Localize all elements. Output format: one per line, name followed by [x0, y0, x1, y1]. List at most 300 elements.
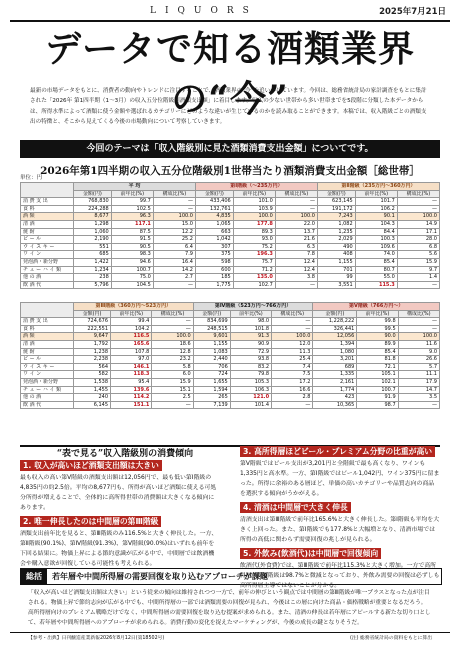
table-cell: — — [275, 281, 317, 289]
table-row — [21, 325, 440, 333]
table-cell: 1,234 — [74, 266, 112, 274]
table-cell: 100.7 — [111, 266, 153, 274]
point-5-heading: 5. 外飲み(飲酒代)は中間層で回復傾向 — [240, 548, 381, 559]
row-label: 飲 酒 代 — [21, 281, 74, 289]
table-cell: 90.9 — [230, 340, 271, 348]
table-cell: 101.7 — [355, 198, 397, 206]
table-cell: 1,538 — [74, 378, 111, 386]
table-cell: 132,761 — [195, 205, 233, 213]
table-cell: — — [272, 401, 313, 409]
row-label: 消 費 支 出 — [21, 198, 74, 206]
point-4 — [240, 502, 440, 545]
table-cell: 9,647 — [74, 333, 111, 341]
table-cell: 151.1 — [111, 401, 152, 409]
point-2-heading: 2. 唯一伸長したのは中間層の第Ⅲ階級 — [20, 516, 161, 527]
point-2-body: 酒類支出前年比を見ると、第Ⅲ階級のみ116.5%と大きく伸長した。一方、第Ⅱ階級(90.1%)、第Ⅳ階級(91.3%)、第Ⅴ階級(90.0%)はいずれも前年を下回る結果に。物価上昇による節約意識が広がる中で、中間層では飲酒機会や購入意欲が回復している可能性も考えられる。 — [20, 531, 218, 567]
row-label: 酒 類 — [21, 333, 74, 341]
row-label: ワ イ ン — [21, 371, 74, 379]
table-cell: 326,441 — [313, 325, 357, 333]
table-cell: 18.6 — [152, 340, 193, 348]
table-cell: 90.1 — [355, 213, 397, 221]
row-label: 飲 酒 代 — [21, 401, 74, 409]
table-cell: 101.8 — [230, 325, 271, 333]
column-header: 前年比(%) — [357, 310, 398, 318]
table-cell: 55.0 — [355, 274, 397, 282]
table-row — [21, 251, 440, 259]
table-cell: 3,201 — [313, 356, 357, 364]
table-cell: 490 — [317, 243, 355, 251]
theme-bar: 今回のテーマは「収入階級別に見た酒類消費支出金額」についてです。 — [20, 140, 440, 158]
table-cell: 1,155 — [193, 340, 230, 348]
summary-body: 「収入が高いほど酒類支出額は大きい」という従来の傾向は維持されつつ一方で、前年の伸びという観点では中間層の第Ⅲ階級が唯一プラスとなった点が注目される。物価上昇で節約志向が広がる中でも、中間所得層の一部では酒類需要の回復が見られ、今後はこの層に向けた商品・価格戦略が重要となるだろう。高所得層向けのプレミアム戦略だけでなく、中間所得層の需要回復を取り込む提案が求められる。また、清酒の伸長は若年層にアピールする新たな切り口として、若年層や中間所得層へのアプローチが求められる。消費行動の変化を捉えたマーケティングが、今後の成長の鍵となりそうだ。 — [28, 590, 431, 626]
table-cell: 105.1 — [357, 371, 398, 379]
table-row — [21, 236, 440, 244]
table-cell: 6.0 — [152, 371, 193, 379]
table-cell: 1,655 — [193, 378, 230, 386]
table-cell: 80.7 — [355, 266, 397, 274]
corner-cell — [21, 183, 74, 198]
lead-paragraph: 最新の市場データをもとに、消費者の動向やトレンドに注目することで、酒類業界の“今”を追いかけています。今回は、総務省統計局の家計調査をもとに集計された「2026年 第1四半期（1〜3月）の収入五分位階級別酒類支出額」に着目します。収入の少ない世帯から多い世帯までを5段階に分類した本データからは、所得水準によって酒類に使う金額や選ばれるカテゴリーにどのような違いが生じているのかを読み取ることができます。本稿では、収入階級ごとの酒類支出の特徴と、そこから見えてくる今後の市場動向について考察していきます。 — [30, 88, 427, 126]
table-row — [21, 401, 440, 409]
table-cell: 1,455 — [74, 386, 111, 394]
table-cell: 75.0 — [111, 274, 153, 282]
table-row — [21, 205, 440, 213]
table-cell: — — [397, 281, 439, 289]
table-cell: 15.0 — [153, 220, 195, 228]
unit-label: 単位：円 — [20, 175, 43, 181]
table-cell: — — [397, 198, 439, 206]
table-row — [21, 228, 440, 236]
table-cell: 265 — [193, 394, 230, 402]
table-cell: — — [152, 318, 193, 326]
table-cell: 5.7 — [398, 363, 439, 371]
table-cell: 1,394 — [313, 340, 357, 348]
column-header: 構成比(%) — [153, 190, 195, 198]
row-label: ウ イ ス キ ー — [21, 243, 74, 251]
row-label: ウ イ ス キ ー — [21, 363, 74, 371]
summary-bar — [20, 568, 442, 585]
row-label: ビ ー ル — [21, 356, 74, 364]
table-cell: 25.2 — [153, 236, 195, 244]
table-cell: 1,228,222 — [313, 318, 357, 326]
table-cell: 75.2 — [233, 243, 275, 251]
table-cell: 99 — [317, 274, 355, 282]
table-cell: 100.0 — [233, 213, 275, 221]
table-cell: 689 — [313, 363, 357, 371]
table-cell: 1,083 — [193, 348, 230, 356]
table-cell: 10,365 — [313, 401, 357, 409]
table-cell: 7,139 — [193, 401, 230, 409]
table-cell: 1,155 — [317, 258, 355, 266]
row-label: 食 料 — [21, 325, 74, 333]
table-row — [21, 394, 440, 402]
table-row — [21, 318, 440, 326]
table-row — [21, 363, 440, 371]
table-cell: 99.8 — [357, 318, 398, 326]
table-cell: — — [275, 205, 317, 213]
column-header: 構成比(%) — [152, 310, 193, 318]
column-header: 構成比(%) — [272, 310, 313, 318]
table-cell: 1,060 — [74, 228, 112, 236]
table-cell: 238 — [74, 274, 112, 282]
corner-cell — [21, 303, 74, 318]
table-cell: — — [275, 198, 317, 206]
table-cell: 1,082 — [317, 220, 355, 228]
table-cell: 97.0 — [111, 356, 152, 364]
table-title: 2026年第1四半期の収入五分位階級別1世帯当たり酒類消費支出金額［総世帯］ — [40, 165, 420, 177]
table-cell: 408 — [317, 251, 355, 259]
table-cell: 582 — [74, 371, 111, 379]
table-cell: 7.4 — [272, 363, 313, 371]
summary-title: 若年層や中間所得層の需要回復を取り込むアプローチが課題 — [52, 572, 268, 581]
table-cell: 1,235 — [317, 228, 355, 236]
table-row — [21, 220, 440, 228]
table-cell: 3.8 — [275, 274, 317, 282]
footer-note: (注) 総務省統計局の資料をもとに算出 — [349, 636, 432, 641]
table-cell: 99.5 — [357, 325, 398, 333]
row-label: 消 費 支 出 — [21, 318, 74, 326]
table-cell: 75.7 — [233, 258, 275, 266]
table-cell: 100.0 — [272, 333, 313, 341]
table-cell: 100.3 — [355, 236, 397, 244]
table-cell: 100.0 — [275, 213, 317, 221]
table-cell: — — [398, 318, 439, 326]
table-row — [21, 348, 440, 356]
table-cell: 90.5 — [111, 243, 153, 251]
table-cell: 93.8 — [230, 356, 271, 364]
row-label: チ ュ ー ハ イ 類 — [21, 386, 74, 394]
table-cell: 23.2 — [152, 356, 193, 364]
group-header: 平 均 — [74, 183, 196, 191]
table-cell: 84.4 — [355, 228, 397, 236]
table-cell: 85.4 — [357, 348, 398, 356]
table-cell: 89.9 — [357, 340, 398, 348]
brand-name: LIQUORS — [150, 6, 258, 16]
table-cell: 13.7 — [275, 228, 317, 236]
column-header: 前年比(%) — [355, 190, 397, 198]
table-cell: 2,190 — [74, 236, 112, 244]
table-cell: 2.5 — [152, 394, 193, 402]
table-row — [21, 378, 440, 386]
table-cell: 1,774 — [313, 386, 357, 394]
column-header: 金額(円) — [195, 190, 233, 198]
table-cell: 106.3 — [230, 386, 271, 394]
table-cell: 724,676 — [74, 318, 111, 326]
table-cell: — — [272, 318, 313, 326]
table-cell: 102.1 — [357, 378, 398, 386]
issue-date: 2025年7月21日 — [379, 7, 446, 17]
column-header: 前年比(%) — [230, 310, 271, 318]
table-cell: 104.5 — [111, 281, 153, 289]
table-cell: 191,172 — [317, 205, 355, 213]
table-cell: 564 — [74, 363, 111, 371]
column-header: 構成比(%) — [275, 190, 317, 198]
table-cell: 93.0 — [233, 236, 275, 244]
table-cell: 2,440 — [193, 356, 230, 364]
table-cell: 74.0 — [355, 251, 397, 259]
table-cell: 14.9 — [397, 220, 439, 228]
table-row — [21, 340, 440, 348]
table-cell: 15.9 — [152, 378, 193, 386]
table-cell: 89.3 — [233, 228, 275, 236]
table-cell: 5,796 — [74, 281, 112, 289]
table-cell: 7.5 — [272, 371, 313, 379]
table-cell: 5.8 — [152, 363, 193, 371]
table-cell: 72.1 — [357, 363, 398, 371]
table-cell: 79.8 — [230, 371, 271, 379]
table-cell: 701 — [317, 266, 355, 274]
row-label: 他 の 酒 — [21, 274, 74, 282]
table-row — [21, 198, 440, 206]
table-cell: 117.1 — [111, 220, 153, 228]
table-cell: 4,835 — [195, 213, 233, 221]
table-cell: 7.8 — [275, 251, 317, 259]
table-cell: 22.0 — [275, 220, 317, 228]
page-title: データで知る酒類業界の“今” — [44, 28, 415, 120]
table-row — [21, 266, 440, 274]
table-cell: 103.9 — [233, 205, 275, 213]
table-cell: 1,298 — [74, 220, 112, 228]
table-cell: — — [153, 281, 195, 289]
column-header: 金額(円) — [313, 310, 357, 318]
row-label: チ ュ ー ハ イ 類 — [21, 266, 74, 274]
point-3-heading: 3. 高所得層ほどビール・プレミアム分野の比重が高い — [240, 446, 435, 457]
group-header: 第Ⅱ階級（235万円〜360万円） — [317, 183, 439, 191]
table-cell: 165.6 — [111, 340, 152, 348]
table-cell: 12,056 — [313, 333, 357, 341]
table-cell: 114.2 — [111, 394, 152, 402]
column-header: 構成比(%) — [398, 310, 439, 318]
table-cell: 196.3 — [233, 251, 275, 259]
table-cell: 768,830 — [74, 198, 112, 206]
column-header: 金額(円) — [317, 190, 355, 198]
table-cell: 685 — [74, 251, 112, 259]
table-cell: 1,335 — [313, 371, 357, 379]
row-label: 焼 酎 — [21, 228, 74, 236]
table-cell: 85.4 — [355, 258, 397, 266]
table-cell: 118.3 — [111, 371, 152, 379]
table-cell: 91.3 — [230, 333, 271, 341]
points-left-column — [20, 460, 220, 572]
table-cell: — — [152, 401, 193, 409]
table-cell: 95.4 — [111, 378, 152, 386]
table-cell: 71.2 — [233, 266, 275, 274]
table-cell: 105.3 — [230, 378, 271, 386]
table-cell: 17.1 — [397, 228, 439, 236]
column-header: 前年比(%) — [111, 190, 153, 198]
table-cell: 104.2 — [111, 325, 152, 333]
table-cell: 107.8 — [111, 348, 152, 356]
table-cell: 3,551 — [317, 281, 355, 289]
table-cell: 600 — [195, 266, 233, 274]
table-cell: 1,080 — [313, 348, 357, 356]
table-cell: 14.2 — [153, 266, 195, 274]
table-cell: — — [152, 325, 193, 333]
point-1 — [20, 460, 220, 513]
table-cell: 663 — [195, 228, 233, 236]
table-cell: 2,238 — [74, 356, 111, 364]
table-cell: 91.5 — [111, 236, 153, 244]
table-cell: 101.0 — [233, 198, 275, 206]
row-label: ビ ー ル — [21, 236, 74, 244]
group-header: 第Ⅰ階級（〜235万円） — [195, 183, 317, 191]
table-cell: 12.4 — [275, 266, 317, 274]
table-cell: 623,145 — [317, 198, 355, 206]
table-cell: 12.0 — [272, 340, 313, 348]
table-cell: 6,145 — [74, 401, 111, 409]
table-cell: 724 — [193, 371, 230, 379]
table-cell: 100.7 — [357, 386, 398, 394]
table-cell: 100.0 — [398, 333, 439, 341]
table-cell: 3.5 — [398, 394, 439, 402]
table-cell: 17.2 — [272, 378, 313, 386]
table-cell: 1,594 — [193, 386, 230, 394]
table-cell: 5.6 — [397, 251, 439, 259]
point-2 — [20, 516, 220, 569]
point-3-body: 第Ⅴ階級ではビール支出が3,201円と全階級で最も高くなり、ワインも1,335円と高水準。一方、第Ⅰ階級ではビール1,042円、ワイン375円に留まった。所得に余裕のある層ほど、単価の高いカテゴリーや品質志向の商品を選択する傾向がうかがえる。 — [240, 461, 440, 497]
table-row — [21, 243, 440, 251]
table-row — [21, 274, 440, 282]
section-heading: “表で見る”収入階級別の消費傾向 — [56, 449, 194, 459]
table-cell: 1,792 — [74, 340, 111, 348]
table-row — [21, 213, 440, 221]
table-cell: 135.0 — [233, 274, 275, 282]
table-cell: 115.3 — [355, 281, 397, 289]
top-rule — [10, 20, 450, 22]
table-cell: 12.2 — [153, 228, 195, 236]
table-cell: 1,775 — [195, 281, 233, 289]
table-cell: 240 — [74, 394, 111, 402]
table-cell: 8,677 — [74, 213, 112, 221]
table-row — [21, 258, 440, 266]
table-cell: 177.8 — [233, 220, 275, 228]
table-cell: 423 — [313, 394, 357, 402]
table-cell: 1,065 — [195, 220, 233, 228]
point-5-body: 飲酒代(外食費)では、第Ⅲ階級で前年比115.3%と大きく増加。一方で高所得層の第Ⅴ階級は98.7%と微減となっており、外飲み需要の回復は必ずしも高所得層主導ではないことが分かる。 — [240, 563, 440, 589]
table-cell: 14.7 — [398, 386, 439, 394]
table-cell: 101.4 — [230, 401, 271, 409]
table-cell: 139.6 — [111, 386, 152, 394]
table-cell: 7.9 — [153, 251, 195, 259]
row-label: ワ イ ン — [21, 251, 74, 259]
table-cell: 1.4 — [397, 274, 439, 282]
row-label: 発泡酒・新分野 — [21, 378, 74, 386]
table-cell: — — [153, 205, 195, 213]
table-cell: 9,601 — [193, 333, 230, 341]
table-cell: 185 — [195, 274, 233, 282]
table-cell: 2,029 — [317, 236, 355, 244]
summary-tag: 総括 — [21, 569, 47, 584]
table-cell: 16.6 — [272, 386, 313, 394]
footer-source: 【参考・出典】日刊醸造産業新報2026年8月12日(第18502号) — [28, 636, 165, 641]
table-cell: 9.0 — [398, 348, 439, 356]
table-cell: 109.6 — [355, 243, 397, 251]
table-cell: 16.4 — [153, 258, 195, 266]
table-row — [21, 356, 440, 364]
table-cell: 551 — [74, 243, 112, 251]
table-cell: 21.6 — [275, 236, 317, 244]
table-cell: 100.0 — [152, 333, 193, 341]
table-cell: 706 — [193, 363, 230, 371]
table-cell: 146.1 — [111, 363, 152, 371]
table-cell: 11.6 — [398, 340, 439, 348]
table-cell: 1,042 — [195, 236, 233, 244]
column-header: 金額(円) — [74, 310, 111, 318]
table-cell: — — [398, 401, 439, 409]
table-cell: 6.3 — [275, 243, 317, 251]
table-cell: 15.1 — [152, 386, 193, 394]
table-cell: 17.9 — [398, 378, 439, 386]
table-cell: 100.0 — [153, 213, 195, 221]
table-row — [21, 386, 440, 394]
expenditure-table-1 — [20, 182, 440, 289]
table-cell: 90.0 — [357, 333, 398, 341]
table-cell: 121.0 — [230, 394, 271, 402]
table-cell: 598 — [195, 258, 233, 266]
table-cell: 98.7 — [357, 401, 398, 409]
table-cell: 98.3 — [111, 251, 153, 259]
table-cell: 102.7 — [233, 281, 275, 289]
row-label: 清 酒 — [21, 340, 74, 348]
table-cell: 94.6 — [111, 258, 153, 266]
table-cell: 11.1 — [398, 371, 439, 379]
table-cell: 81.8 — [357, 356, 398, 364]
column-header: 金額(円) — [74, 190, 112, 198]
table-cell: 72.9 — [230, 348, 271, 356]
table-cell: 375 — [195, 251, 233, 259]
table-cell: 248,515 — [193, 325, 230, 333]
group-header: 第Ⅴ階級（766万円〜） — [313, 303, 440, 311]
table-cell: 116.5 — [111, 333, 152, 341]
table-cell: 7,243 — [317, 213, 355, 221]
table-cell: 9.7 — [397, 266, 439, 274]
group-header: 第Ⅲ階級（360万円〜523万円） — [74, 303, 194, 311]
table-cell: 26.6 — [398, 356, 439, 364]
table-cell: — — [397, 205, 439, 213]
table-cell: 307 — [195, 243, 233, 251]
table-cell: 222,551 — [74, 325, 111, 333]
row-label: 酒 類 — [21, 213, 74, 221]
row-label: 発泡酒・新分野 — [21, 258, 74, 266]
point-4-heading: 4. 清酒は中間層で大きく伸長 — [240, 502, 351, 513]
row-label: 清 酒 — [21, 220, 74, 228]
point-1-heading: 1. 収入が高いほど酒類支出額は大きい — [20, 460, 162, 471]
table-cell: 28.0 — [397, 236, 439, 244]
table-cell: 6.8 — [397, 243, 439, 251]
table-cell: — — [272, 325, 313, 333]
table-cell: 104.3 — [355, 220, 397, 228]
table-row — [21, 281, 440, 289]
table-cell: — — [398, 325, 439, 333]
table-cell: 99.4 — [111, 318, 152, 326]
group-header: 第Ⅳ階級（523万円〜766万円） — [193, 303, 313, 311]
point-1-body: 最も収入の高い第Ⅴ階級の酒類支出額は12,056円で、最も低い第Ⅰ階級の4,835円の約2.5倍。平均の8,677円も、所得が高いほど酒類に使える可処分所得が増えることで、全体的に高所得世帯の消費額は大きくなる傾向にあります。 — [20, 475, 217, 511]
row-label: 食 料 — [21, 205, 74, 213]
table-cell: 83.2 — [230, 363, 271, 371]
row-label: 焼 酎 — [21, 348, 74, 356]
table-cell: 15.9 — [397, 258, 439, 266]
table-cell: 1,238 — [74, 348, 111, 356]
table-cell: 11.3 — [272, 348, 313, 356]
table-cell: 2.7 — [153, 274, 195, 282]
table-cell: 98.0 — [230, 318, 271, 326]
table-cell: 100.0 — [397, 213, 439, 221]
table-cell: 834,699 — [193, 318, 230, 326]
table-cell: 2,161 — [313, 378, 357, 386]
expenditure-table-2 — [20, 302, 440, 409]
table-row — [21, 371, 440, 379]
footer — [10, 632, 450, 645]
